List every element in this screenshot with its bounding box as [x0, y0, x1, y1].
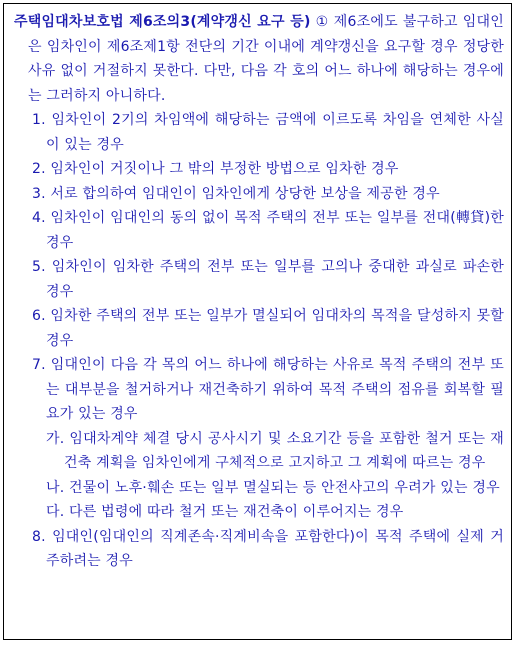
sub-item-na [14, 476, 504, 501]
item-text: 임차인이 임대인의 동의 없이 목적 주택의 전부 또는 일부를 전대(轉貸)한 경우 [45, 210, 504, 251]
item-number: 4. [32, 210, 46, 226]
sub-item-text: 임대차계약 체결 당시 공사시기 및 소요기간 등을 포함한 철거 또는 재건축 계획을 임차인에게 구체적으로 고지하고 그 계획에 따르는 경우 [64, 430, 504, 471]
sub-item-ga [14, 427, 504, 476]
item-text: 임차한 주택의 전부 또는 일부가 멸실되어 임대차의 목적을 달성하지 못할 경우 [45, 308, 504, 349]
item-number: 1. [32, 112, 46, 128]
item-text: 임대인(임대인의 직계존속·직계비속을 포함한다)이 목적 주택에 실제 거주하려는 경우 [45, 528, 504, 569]
sub-item-da [14, 500, 504, 525]
article-intro: ① 제6조에도 불구하고 임대인은 임차인이 제6조제1항 전단의 기간 이내에 계약갱신을 요구할 경우 정당한 사유 없이 거절하지 못한다. 다만, 다음 각 호의 어느 하나에 해당하는 경우에는 그러하지 아니하다. [28, 14, 504, 104]
article-content [14, 10, 504, 574]
item-text: 임차인이 임차한 주택의 전부 또는 일부를 고의나 중대한 과실로 파손한 경우 [45, 259, 504, 300]
article-title: 주택임대차보호법 제6조의3(계약갱신 요구 등) [14, 14, 311, 30]
item-number: 5. [32, 259, 46, 275]
list-item-5 [14, 255, 504, 304]
list-item-6 [14, 304, 504, 353]
sub-item-label: 나. [46, 479, 65, 496]
list-item-8 [14, 525, 504, 574]
item-text: 임차인이 2기의 차임액에 해당하는 금액에 이르도록 차임을 연체한 사실이 있는 경우 [45, 112, 504, 153]
sub-item-label: 다. [46, 504, 65, 520]
item-number: 2. [32, 161, 46, 177]
sub-item-text: 건물이 노후·훼손 또는 일부 멸실되는 등 안전사고의 우려가 있는 경우 [64, 479, 500, 496]
item-number: 7. [32, 357, 46, 373]
item-number: 8. [32, 528, 46, 545]
item-number: 6. [32, 308, 46, 324]
list-item-2 [14, 157, 504, 182]
list-item-4 [14, 206, 504, 255]
sub-item-label: 가. [46, 430, 65, 447]
article-paragraph-1 [14, 10, 504, 108]
item-number: 3. [32, 185, 46, 202]
list-item-3 [14, 182, 504, 207]
sub-item-text: 다른 법령에 따라 철거 또는 재건축이 이루어지는 경우 [64, 504, 404, 520]
item-text: 서로 합의하여 임대인이 임차인에게 상당한 보상을 제공한 경우 [45, 185, 440, 202]
list-item-7 [14, 353, 504, 427]
document-frame [3, 3, 512, 640]
list-item-1 [14, 108, 504, 157]
item-text: 임차인이 거짓이나 그 밖의 부정한 방법으로 임차한 경우 [45, 161, 399, 177]
item-text: 임대인이 다음 각 목의 어느 하나에 해당하는 사유로 목적 주택의 전부 또는 대부분을 철거하거나 재건축하기 위하여 목적 주택의 점유를 회복할 필요가 있는 경우 [45, 357, 504, 422]
